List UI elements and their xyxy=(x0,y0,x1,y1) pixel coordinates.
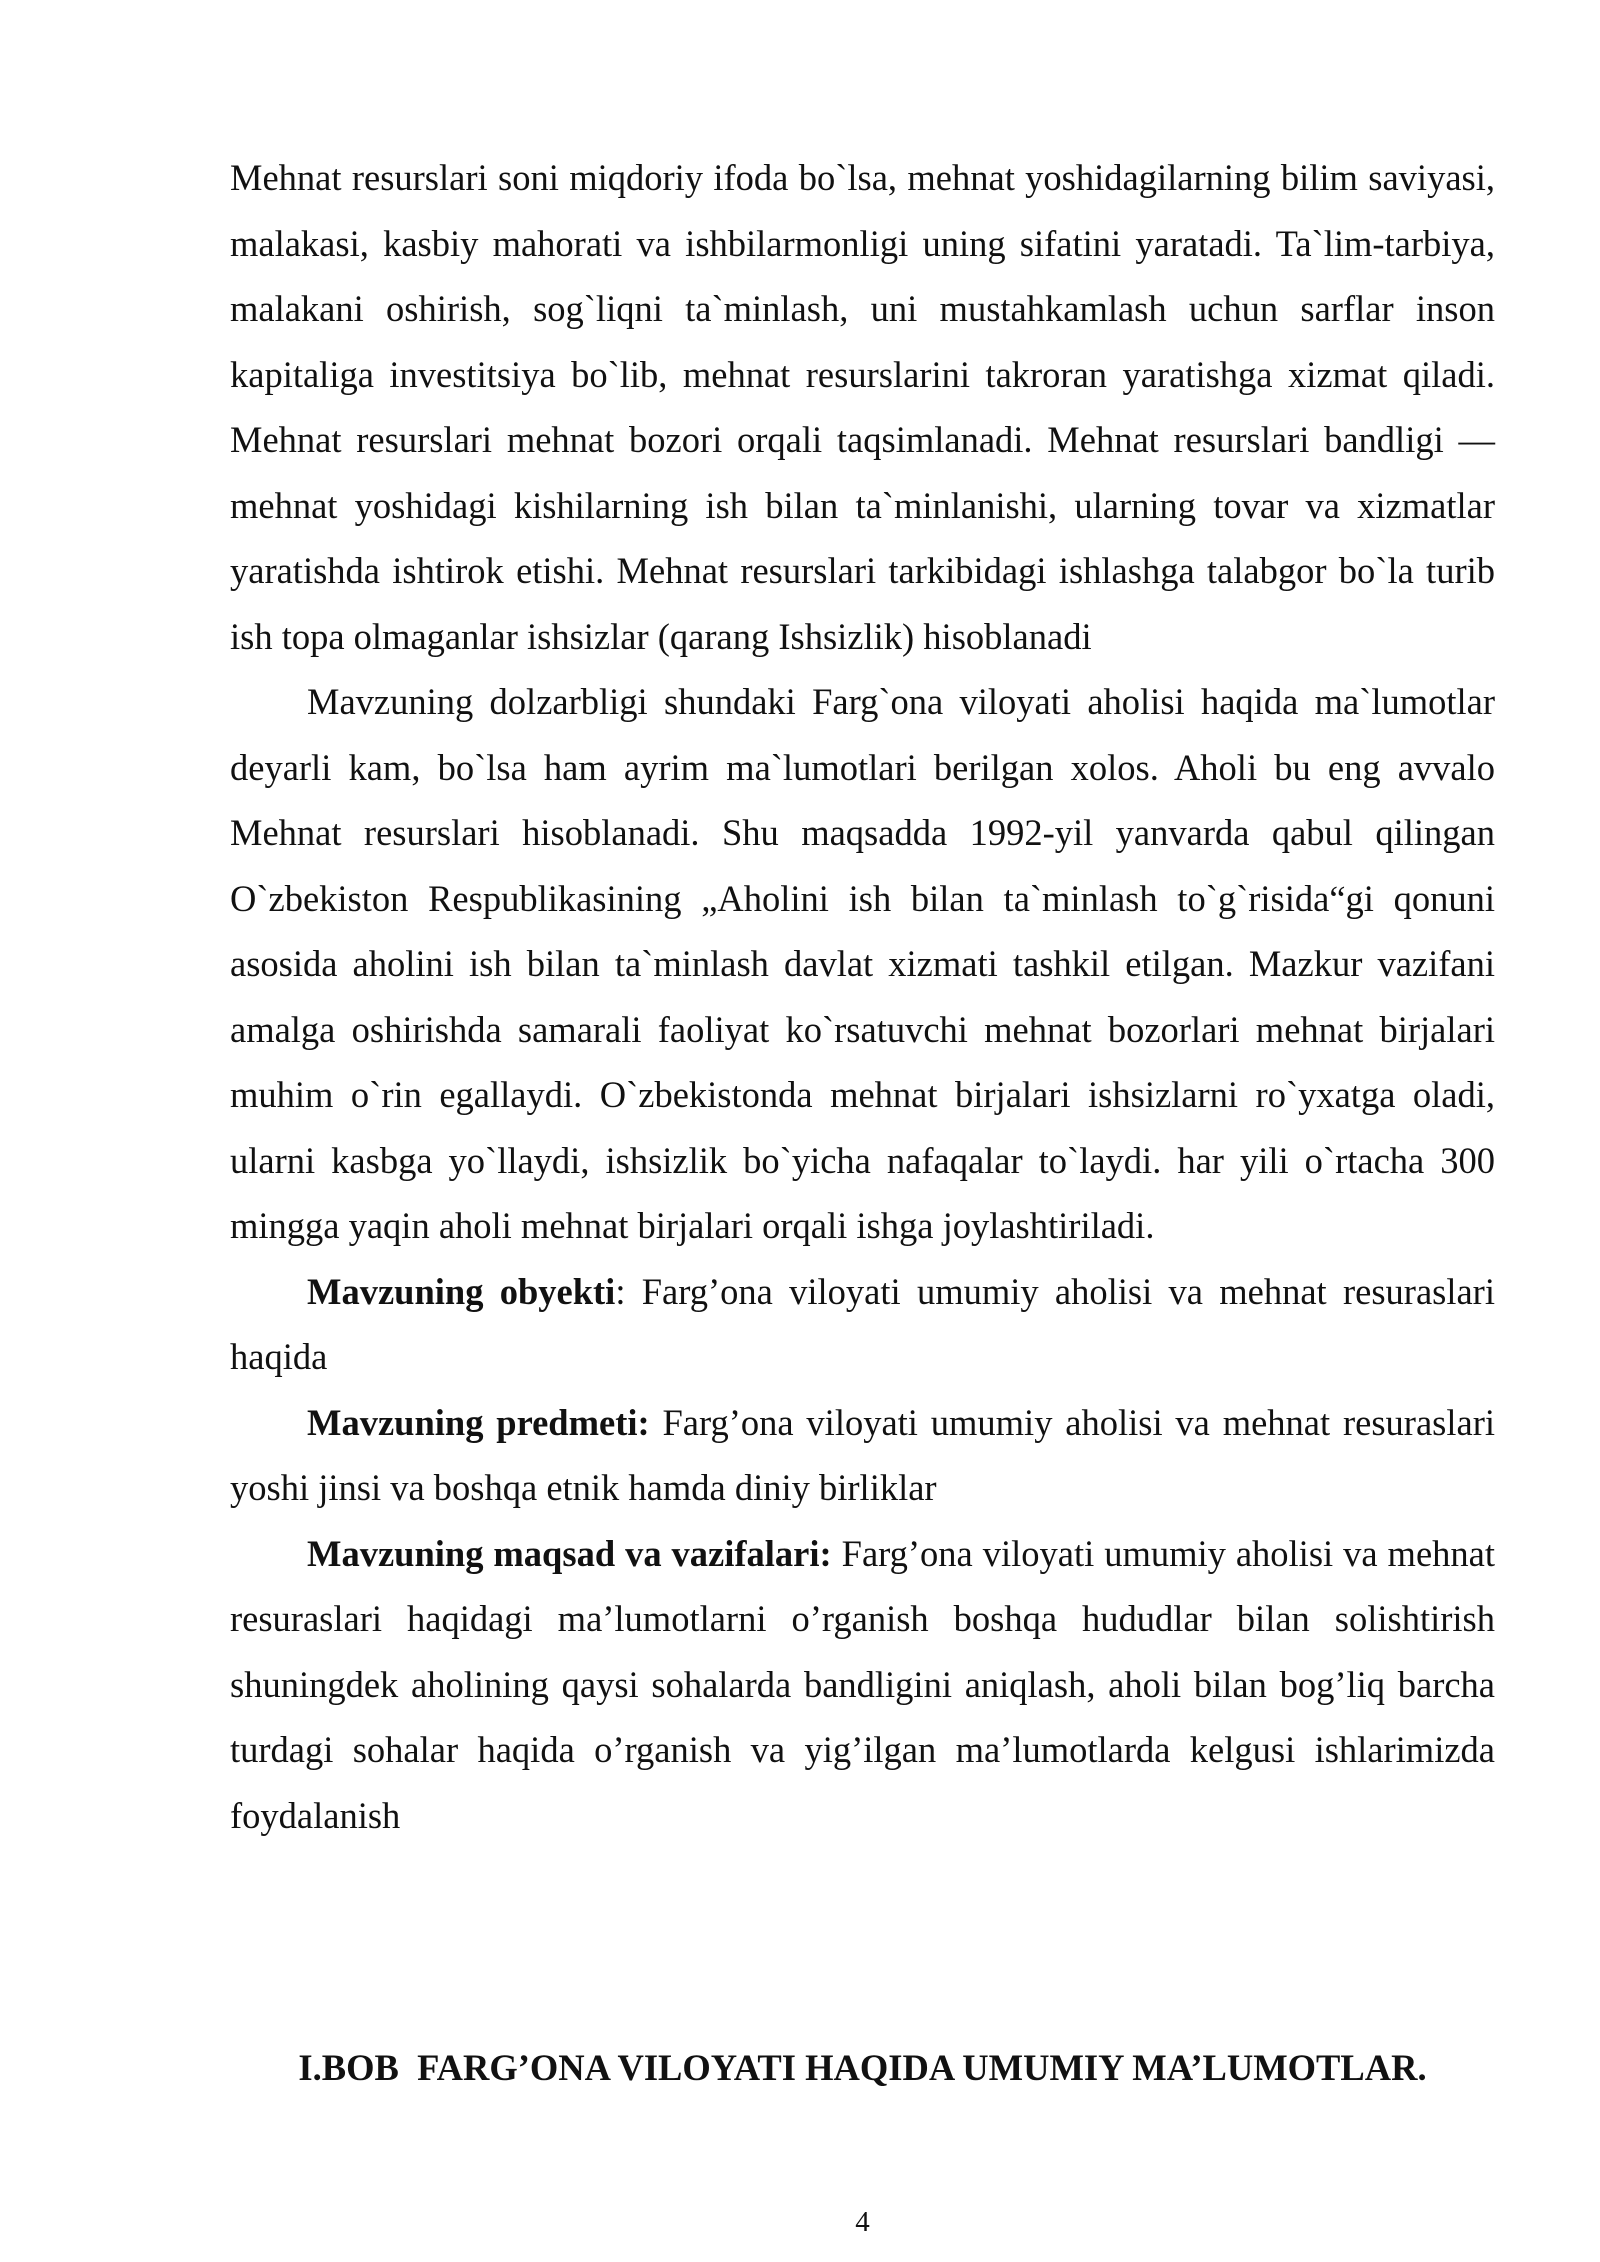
paragraph-text: Mavzuning dolzarbligi shundaki Farg`ona viloyati aholisi haqida ma`lumotlar deyarli kam, bo`lsa ham ayrim ma`lumotlari berilgan xolos. Aholi bu eng avvalo Mehnat resurslari hisoblanadi. Shu maqsadda 1992-yil yanvarda qabul qilingan O`zbekiston Respublikasining „Aholini ish bilan ta`minlash to`g`risida“gi qonuni asosida aholini ish bilan ta`minlash davlat xizmati tashkil etilgan. Mazkur vazifani amalga oshirishda samarali faoliyat ko`rsatuvchi mehnat bozorlari mehnat birjalari muhim o`rin egallaydi. O`zbekistonda mehnat birjalari ishsizlarni ro`yxatga oladi, ularni kasbga yo`llaydi, ishsizlik bo`yicha nafaqalar to`laydi. har yili o`rtacha 300 mingga yaqin aholi mehnat birjalari orqali ishga joylashtiriladi. xyxy=(230,681,1495,1246)
paragraph-text: Mehnat resurslari soni miqdoriy ifoda bo`lsa, mehnat yoshidagilarning bilim saviyasi, malakasi, kasbiy mahorati va ishbilarmonligi uning sifatini yaratadi. Ta`lim-tarbiya, malakani oshirish, sog`liqni ta`minlash, uni mustahkamlash uchun sarflar inson kapitaliga investitsiya bo`lib, mehnat resurslarini takroran yaratishga xizmat qiladi. Mehnat resurslari mehnat bozori orqali taqsimlanadi. Mehnat resurslari bandligi — mehnat yoshidagi kishilarning ish bilan ta`minlanishi, ularning tovar va xizmatlar yaratishda ishtirok etishi. Mehnat resurslari tarkibidagi ishlashga talabgor bo`la turib ish topa olmaganlar ishsizlar (qarang Ishsizlik) hisoblanadi xyxy=(230,157,1495,657)
body-text xyxy=(230,145,1495,1848)
page-number: 4 xyxy=(855,2206,870,2238)
chapter-heading: I.BOB FARG’ONA VILOYATI HAQIDA UMUMIY MA’LUMOTLAR. xyxy=(298,2047,1427,2088)
paragraph-mehnat-resurslari xyxy=(230,145,1495,669)
paragraph-label: Mavzuning predmeti: xyxy=(307,1401,650,1443)
paragraph-text: Farg’ona viloyati umumiy aholisi va mehnat resuraslari yoshi jinsi va boshqa etnik hamda diniy birliklar xyxy=(230,1401,1495,1508)
paragraph-label: Mavzuning maqsad va vazifalari: xyxy=(307,1532,832,1574)
paragraph-text: Farg’ona viloyati umumiy aholisi va mehnat resuraslari haqidagi ma’lumotlarni o’rganish boshqa hududlar bilan solishtirish shuningdek aholining qaysi sohalarda bandligini aniqlash, aholi bilan bog’liq barcha turdagi sohalar haqida o’rganish va yig’ilgan ma’lumotlarda kelgusi ishlarimizda foydalanish xyxy=(230,1532,1495,1836)
paragraph-obyekt xyxy=(230,1259,1495,1390)
paragraph-predmet xyxy=(230,1390,1495,1521)
paragraph-dolzarblik xyxy=(230,669,1495,1259)
paragraph-text: : Farg’ona viloyati umumiy aholisi va mehnat resuraslari haqida xyxy=(230,1270,1495,1377)
paragraph-label: Mavzuning obyekti xyxy=(307,1270,616,1312)
paragraph-maqsad-vazifa xyxy=(230,1521,1495,1849)
